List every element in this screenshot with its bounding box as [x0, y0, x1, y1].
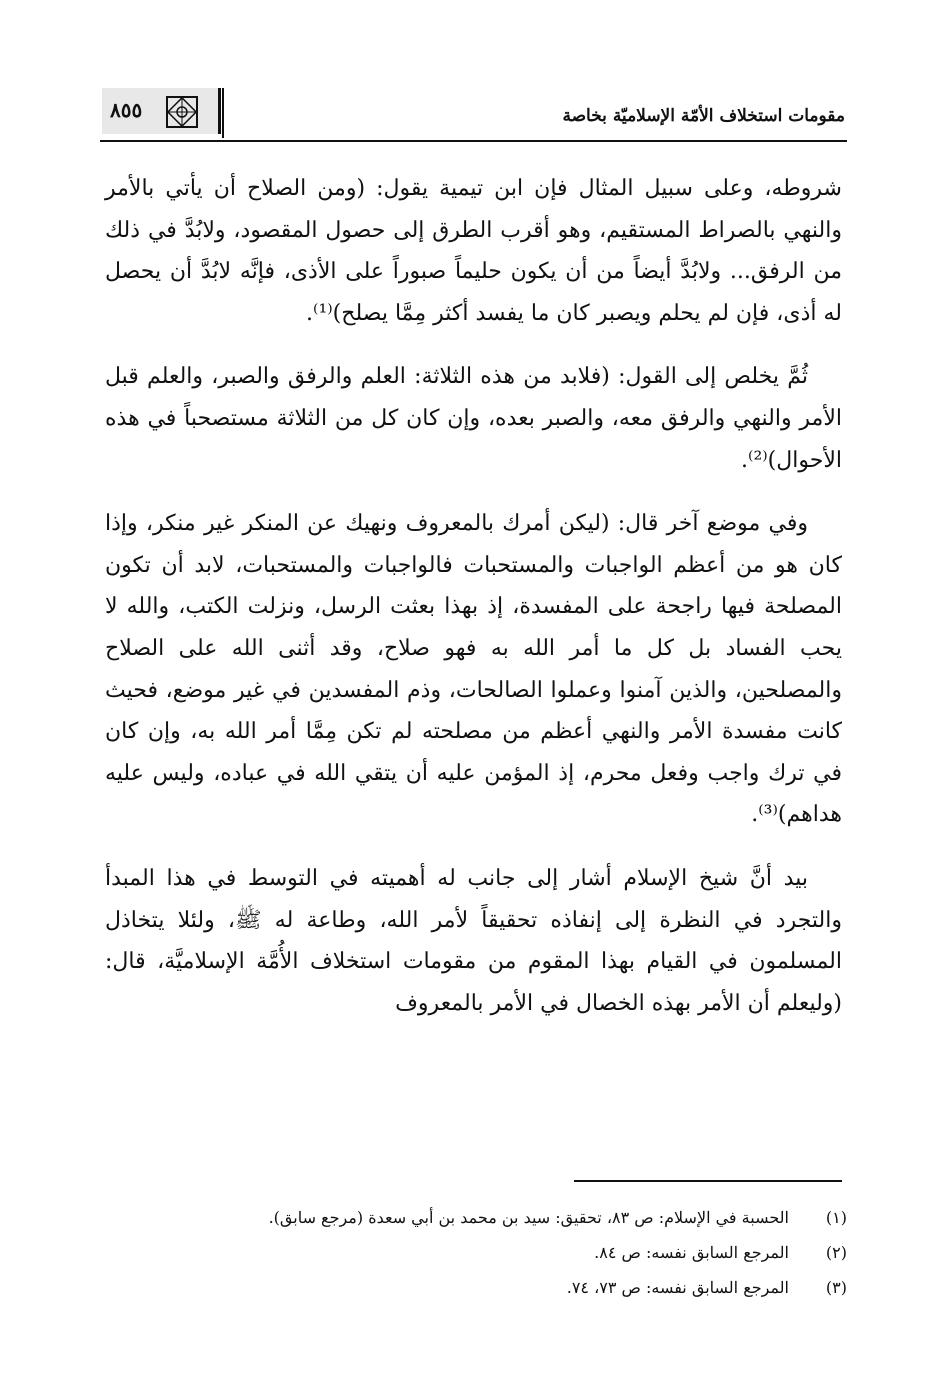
paragraph-3: وفي موضع آخر قال: (ليكن أمرك بالمعروف ونهيك عن المنكر غير منكر، وإذا كان هو من أعظم الواجبات والمستحبات فالواجبات والمستحبات، لابد أن تكون المصلحة فيها راجحة على المفسدة، إذ بهذا بعثت الرسل، ونزلت الكتب، والله لا يحب الفساد بل كل ما أمر الله به فهو صلاح، وقد أثنى الله على الصلاح والمصلحين، والذين آمنوا وعملوا الصالحات، وذم المفسدين في غير موضع، فحيث كانت مفسدة الأمر والنهي أعظم من مصلحته لم تكن مِمَّا أمر الله به، وإن كان في ترك واجب وفعل محرم، إذ المؤمن عليه أن يتقي الله في عباده، وليس عليه هداهم)⁽³⁾. [105, 511, 842, 828]
page-number: ٨٥٥ [110, 98, 143, 122]
footnote-number: (٢) [825, 1243, 847, 1262]
footnotes [105, 1200, 847, 1305]
page-number-box [102, 88, 221, 134]
paragraph-2: ثُمَّ يخلص إلى القول: (فلابد من هذه الثلاثة: العلم والرفق والصبر، والعلم قبل الأمر والنهي والرفق معه، والصبر بعده، وإن كان كل من الثلاثة مستصحباً في هذه الأحوال)⁽²⁾. [105, 364, 842, 473]
ornament-icon [164, 94, 200, 130]
footnote-number: (١) [825, 1208, 847, 1227]
footnote [105, 1270, 847, 1305]
main-text [105, 168, 842, 1046]
footnote-text: المرجع السابق نفسه: ص ٨٤. [594, 1243, 789, 1262]
footnote [105, 1200, 847, 1235]
paragraph-1: شروطه، وعلى سبيل المثال فإن ابن تيمية يقول: (ومن الصلاح أن يأتي بالأمر والنهي بالصراط المستقيم، وهو أقرب الطرق إلى حصول المقصود، ولابُدَّ في ذلك من الرفق... ولابُدَّ أيضاً من أن يكون حليماً صبوراً على الأذى، فإنَّه لابُدَّ أن يحصل له أذى، فإن لم يحلم ويصبر كان ما يفسد أكثر مِمَّا يصلح)⁽¹⁾. [105, 176, 842, 326]
footnote-number: (٣) [825, 1278, 847, 1297]
footnote [105, 1235, 847, 1270]
footnote-separator [574, 1180, 842, 1182]
footnote-text: الحسبة في الإسلام: ص ٨٣، تحقيق: سيد بن محمد بن أبي سعدة (مرجع سابق). [268, 1208, 789, 1227]
header-divider [222, 88, 224, 138]
running-header [100, 80, 847, 142]
running-title: مقومات استخلاف الأمّة الإسلاميّة بخاصة [562, 106, 845, 126]
paragraph-4: بيد أنَّ شيخ الإسلام أشار إلى جانب له أهميته في التوسط في هذا المبدأ والتجرد في النظرة إلى إنفاذه تحقيقاً لأمر الله، وطاعة له ﷺ، ولئلا يتخاذل المسلمون في القيام بهذا المقوم من مقومات استخلاف الأُمَّة الإسلاميَّة، قال: (وليعلم أن الأمر بهذه الخصال في الأمر بالمعروف [105, 865, 842, 1016]
footnote-text: المرجع السابق نفسه: ص ٧٣، ٧٤. [566, 1278, 789, 1297]
